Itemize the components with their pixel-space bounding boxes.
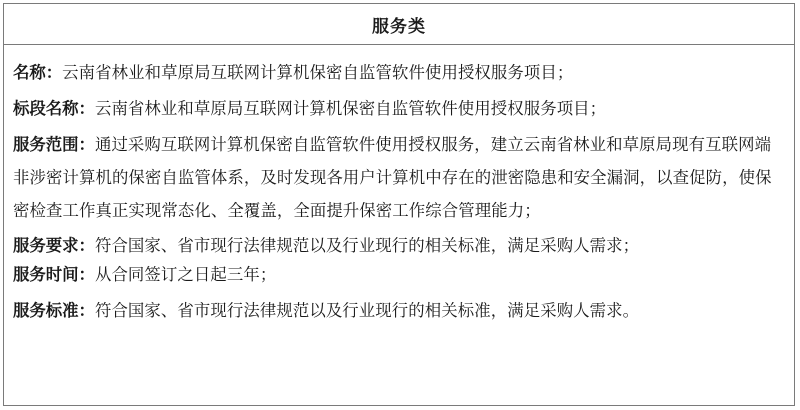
entry-service-standard [13,296,786,325]
entry-service-period [13,260,786,289]
table-header [4,4,794,45]
service-table [3,3,795,406]
entry-name [13,58,786,87]
entry-value: 符合国家、省市现行法律规范以及行业现行的相关标准，满足采购人需求。 [94,300,640,320]
entry-label: 标段名称： [13,99,95,118]
entry-label: 名称： [13,63,63,82]
entry-service-requirements [13,231,786,260]
entry-value: 云南省林业和草原局互联网计算机保密自监管软件使用授权服务项目； [94,99,607,118]
entry-label: 服务时间： [13,264,95,284]
entry-value: 云南省林业和草原局互联网计算机保密自监管软件使用授权服务项目； [62,63,574,82]
entry-lot-name [13,94,786,123]
entry-label: 服务范围： [13,135,95,154]
entry-value: 通过采购互联网计算机保密自监管软件使用授权服务，建立云南省林业和草原局现有互联网端非涉密计算机的保密自监管体系，及时发现各用户计算机中存在的泄密隐患和安全漏洞，以查促防，使保密检查工作真正实现常态化、全覆盖，全面提升保密工作综合管理能力； [13,135,772,221]
entry-service-scope [13,128,786,228]
entry-label: 服务要求： [13,235,95,255]
table-title: 服务类 [372,16,426,37]
entry-value: 符合国家、省市现行法律规范以及行业现行的相关标准，满足采购人需求； [94,235,640,255]
table-body [4,45,794,325]
entry-label: 服务标准： [13,300,95,320]
entry-value: 从合同签订之日起三年； [94,264,277,284]
